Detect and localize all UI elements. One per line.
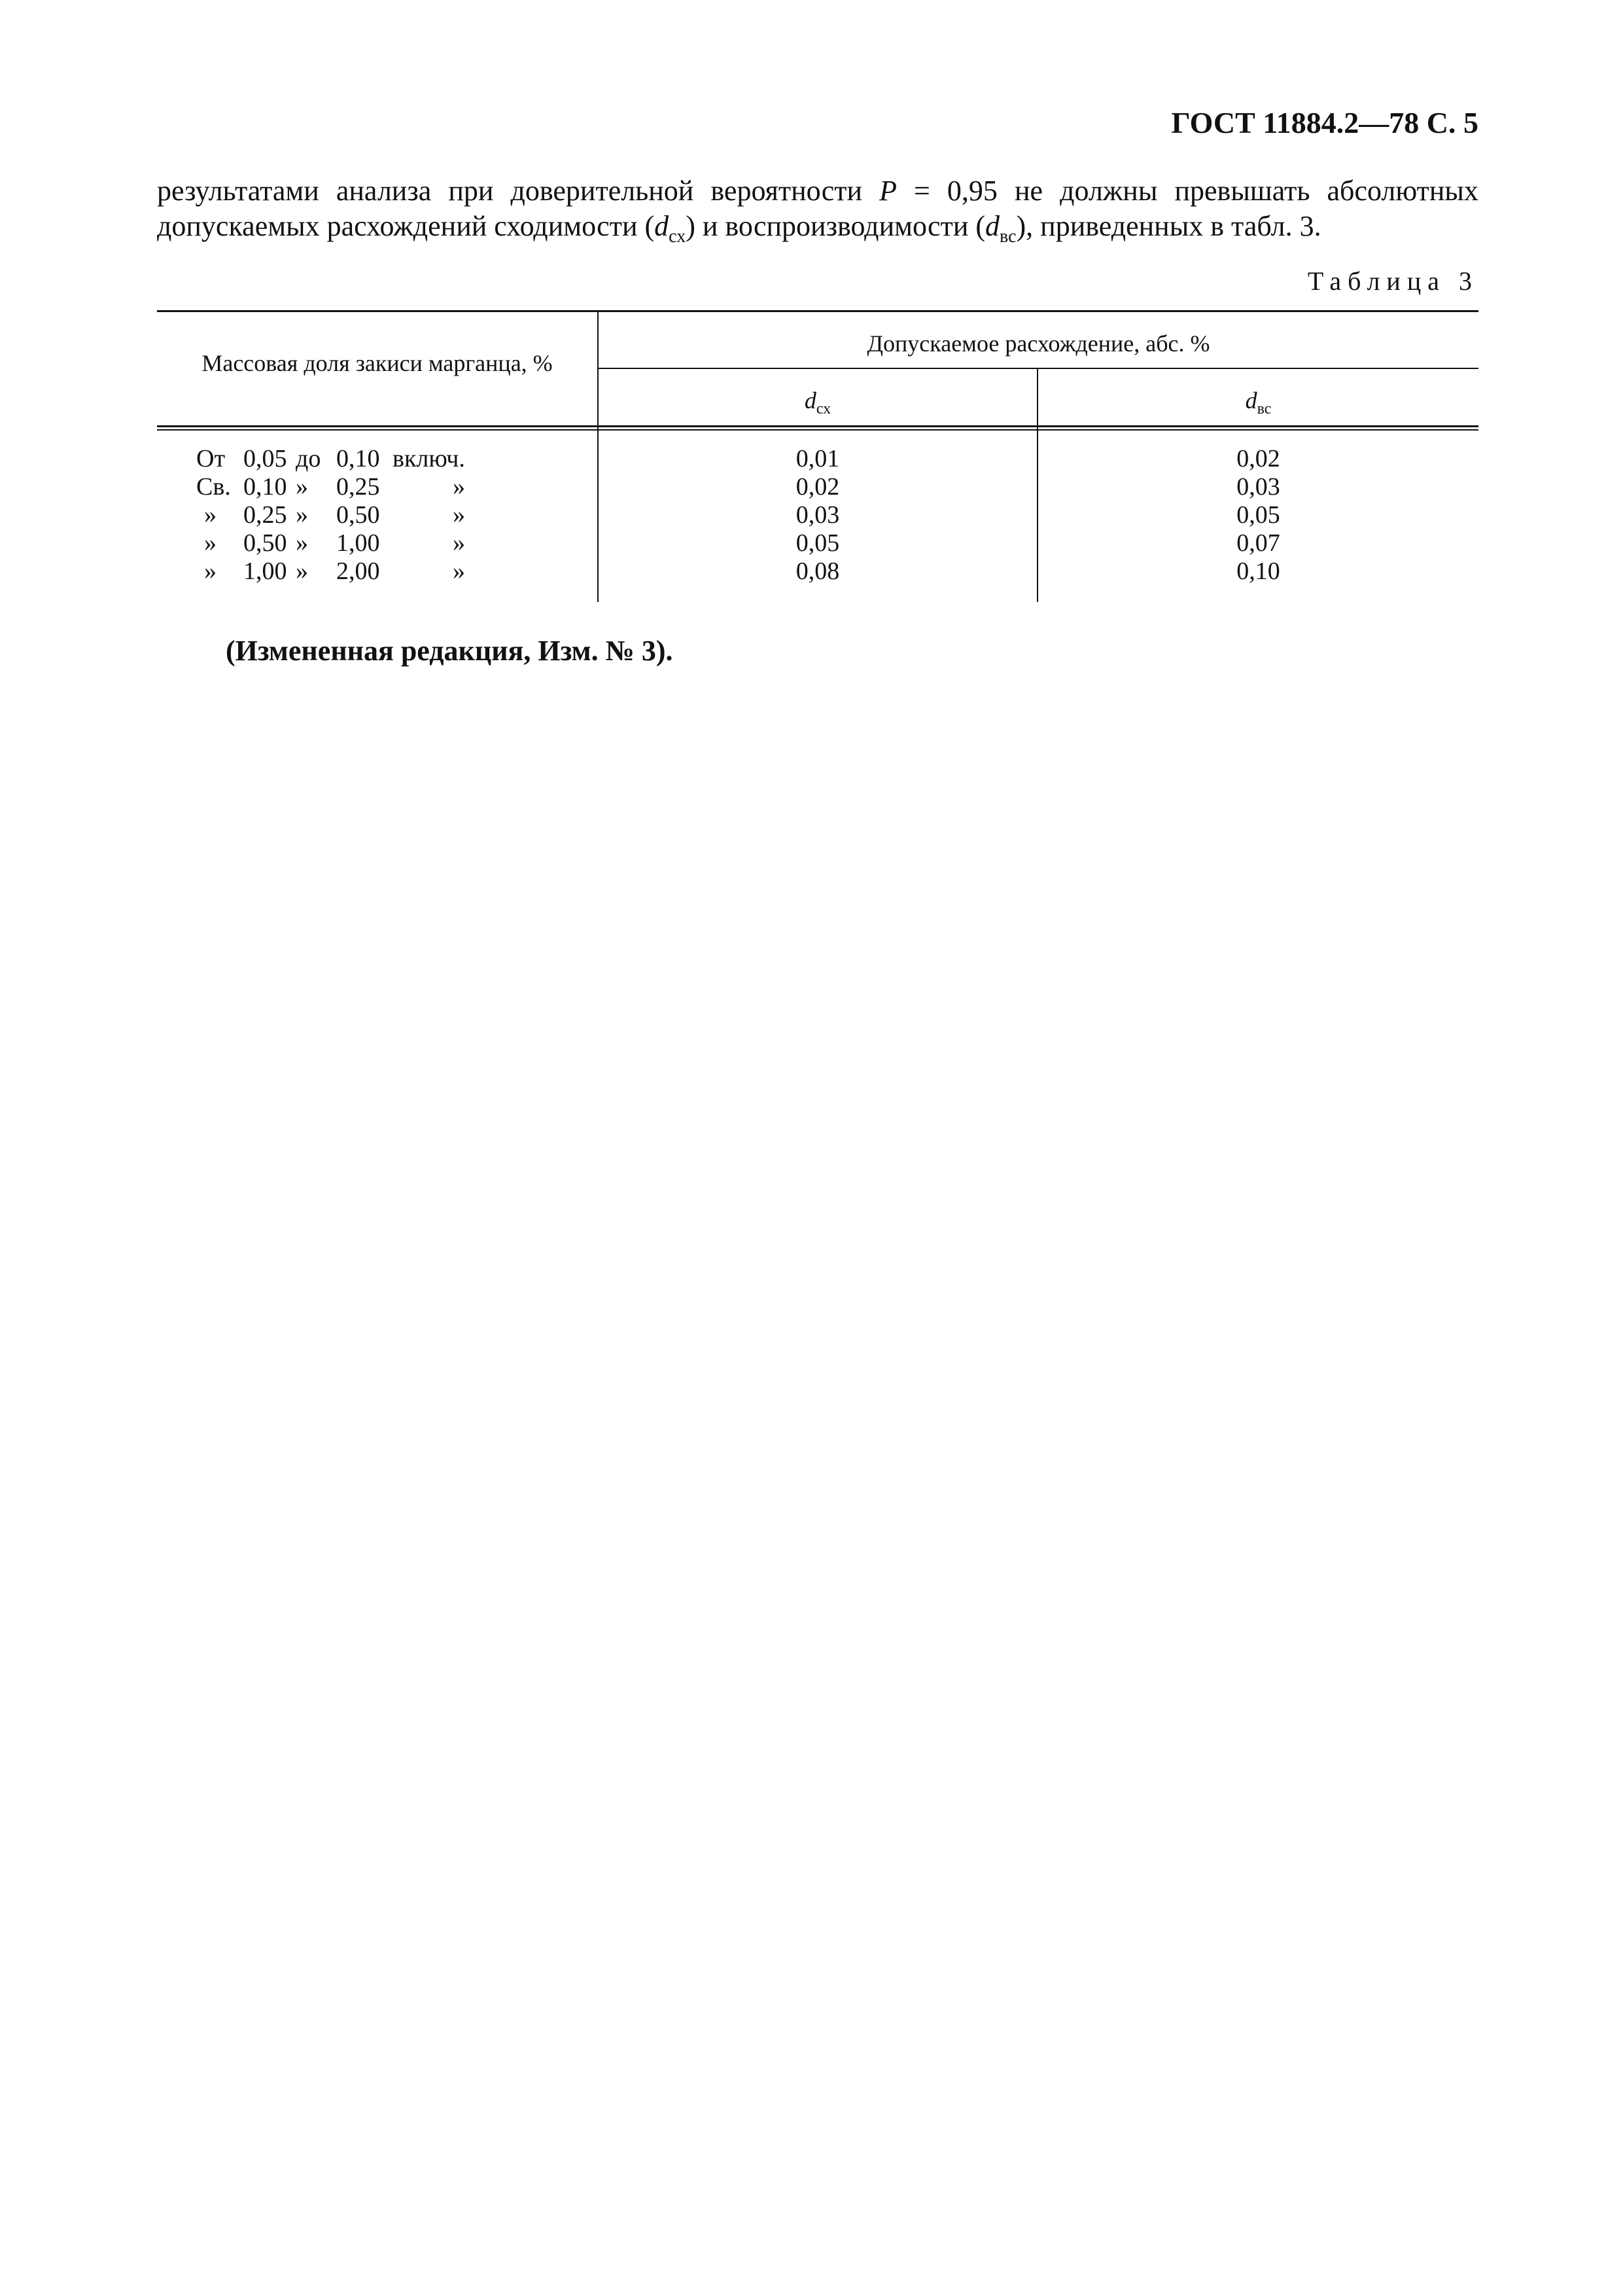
cell-dcx: 0,03 bbox=[795, 501, 840, 529]
row-label-part: 0,25 bbox=[336, 473, 380, 501]
table-row-label bbox=[196, 473, 589, 501]
cell-dvc: 0,10 bbox=[1236, 557, 1280, 585]
cell-dcx: 0,01 bbox=[795, 445, 840, 472]
row-label-part: включ. bbox=[393, 445, 465, 472]
row-label-part: 2,00 bbox=[336, 557, 380, 585]
symbol-d: d bbox=[985, 210, 1000, 242]
variable-p: P bbox=[879, 175, 897, 207]
row-label-part: » bbox=[204, 557, 217, 585]
row-label-part: » bbox=[453, 501, 465, 529]
cell-dvc: 0,03 bbox=[1236, 473, 1280, 501]
row-label-part: » bbox=[296, 473, 308, 501]
table-header-rule bbox=[157, 425, 1478, 427]
text-fragment: результатами анализа при доверительной вероятности bbox=[157, 175, 880, 207]
cell-dvc: 0,02 bbox=[1236, 445, 1280, 472]
symbol-d: d bbox=[654, 210, 669, 242]
header-dcx bbox=[599, 386, 1037, 415]
body-paragraph bbox=[157, 173, 1478, 247]
row-label-part: » bbox=[296, 501, 308, 529]
paragraph-line-1 bbox=[157, 173, 1478, 209]
row-label-part: » bbox=[296, 529, 308, 557]
row-label-part: до bbox=[296, 445, 321, 472]
cell-dcx: 0,02 bbox=[795, 473, 840, 501]
row-label-part: Св. bbox=[196, 473, 231, 501]
row-label-part: » bbox=[453, 473, 465, 501]
row-label-part: » bbox=[204, 529, 217, 557]
text-fragment: ) и воспроизводимости ( bbox=[686, 210, 986, 242]
subscript: сх bbox=[669, 226, 686, 247]
row-label-part: 0,50 bbox=[243, 529, 287, 557]
text-fragment: ), приведенных в табл. 3. bbox=[1016, 210, 1321, 242]
text-fragment: допускаемых расхождений сходимости ( bbox=[157, 210, 655, 242]
paragraph-line-2 bbox=[157, 209, 1478, 247]
row-label-part: » bbox=[204, 501, 217, 529]
symbol-d: d bbox=[804, 387, 816, 414]
table-row-label bbox=[196, 529, 589, 557]
header-dvc bbox=[1038, 386, 1478, 415]
table-group-rule bbox=[599, 368, 1478, 369]
row-label-part: » bbox=[296, 557, 308, 585]
row-label-part: » bbox=[453, 529, 465, 557]
subscript: вс bbox=[1000, 226, 1017, 247]
table-row-label bbox=[196, 557, 589, 585]
row-label-part: 0,25 bbox=[243, 501, 287, 529]
table-row-label bbox=[196, 501, 589, 529]
cell-dcx: 0,08 bbox=[795, 557, 840, 585]
table-header-rule-2 bbox=[157, 429, 1478, 431]
symbol-d: d bbox=[1245, 387, 1257, 414]
cell-dcx: 0,05 bbox=[795, 529, 840, 557]
header-mass-fraction: Массовая доля закиси марганца, % bbox=[201, 350, 553, 376]
text-fragment: = 0,95 не должны превышать абсолютных bbox=[896, 175, 1478, 207]
table-row-label bbox=[196, 445, 589, 472]
table-top-rule bbox=[157, 310, 1478, 312]
row-label-part: » bbox=[453, 557, 465, 585]
row-label-part: 0,05 bbox=[243, 445, 287, 472]
row-label-part: 0,10 bbox=[243, 473, 287, 501]
cell-dvc: 0,07 bbox=[1236, 529, 1280, 557]
row-label-part: 1,00 bbox=[243, 557, 287, 585]
row-label-part: 0,10 bbox=[336, 445, 380, 472]
subscript: сх bbox=[816, 400, 831, 417]
page-header: ГОСТ 11884.2—78 С. 5 bbox=[1171, 106, 1478, 139]
header-tolerance-group: Допускаемое расхождение, абс. % bbox=[867, 330, 1210, 357]
subscript: вс bbox=[1257, 400, 1272, 417]
cell-dvc: 0,05 bbox=[1236, 501, 1280, 529]
row-label-part: 1,00 bbox=[336, 529, 380, 557]
row-label-part: От bbox=[196, 445, 226, 472]
table-label: Таблица 3 bbox=[1307, 266, 1478, 296]
row-label-part: 0,50 bbox=[336, 501, 380, 529]
amendment-note: (Измененная редакция, Изм. № 3). bbox=[226, 635, 673, 667]
